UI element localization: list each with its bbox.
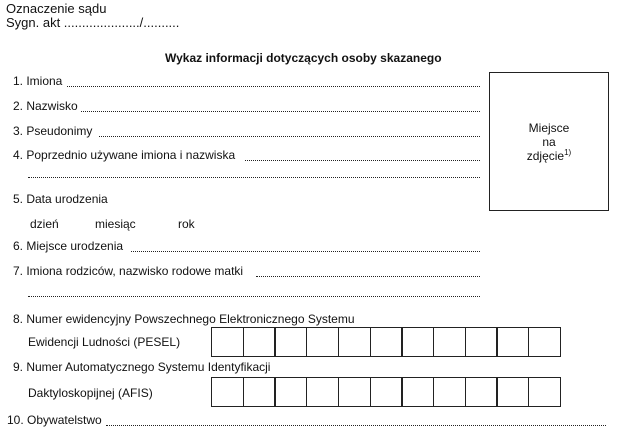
afis-digit-box[interactable] (401, 377, 434, 407)
photo-placeholder-text: Miejsce na zdjęcie$^{1)}$ (526, 121, 572, 163)
pesel-digit-box[interactable] (274, 327, 307, 357)
photo-footnote: 1) (564, 148, 572, 157)
case-number: Sygn. akt ...................../.......... (6, 15, 180, 30)
afis-digit-box[interactable] (306, 377, 339, 407)
form-title: Wykaz informacji dotyczących osoby skazanego (165, 51, 442, 65)
pesel-digit-box[interactable] (465, 327, 498, 357)
birth-year-label: rok (178, 217, 195, 231)
afis-digit-box[interactable] (433, 377, 466, 407)
pesel-digit-box[interactable] (496, 327, 529, 357)
first-names-line[interactable] (67, 86, 480, 87)
field-surname-label: 2. Nazwisko (13, 99, 78, 113)
afis-digit-box[interactable] (465, 377, 498, 407)
birth-month-label: miesiąc (95, 217, 136, 231)
birth-place-line[interactable] (131, 251, 480, 252)
field-pesel-label: 8. Numer ewidencyjny Powszechnego Elektronicznego Systemu (13, 312, 355, 326)
pesel-digit-box[interactable] (370, 327, 403, 357)
afis-digit-box[interactable] (370, 377, 403, 407)
afis-digit-box[interactable] (528, 377, 561, 407)
pesel-digit-box[interactable] (211, 327, 244, 357)
field-pesel-label-2: Ewidencji Ludności (PESEL) (28, 335, 181, 349)
pesel-digit-box[interactable] (528, 327, 561, 357)
pesel-digit-box[interactable] (401, 327, 434, 357)
field-afis-label: 9. Numer Automatycznego Systemu Identyfikacji (13, 360, 271, 374)
afis-digit-box[interactable] (338, 377, 371, 407)
field-birth-date-label: 5. Data urodzenia (13, 192, 108, 206)
field-birth-place-label: 6. Miejsce urodzenia (13, 239, 124, 253)
pesel-digit-box[interactable] (243, 327, 276, 357)
pesel-digit-box[interactable] (306, 327, 339, 357)
field-parents-names-label: 7. Imiona rodziców, nazwisko rodowe matki (13, 264, 244, 278)
birth-day-label: dzień (30, 217, 59, 231)
field-first-names-label: 1. Imiona (13, 74, 63, 88)
field-citizenship-label: 10. Obywatelstwo (7, 413, 102, 427)
citizenship-line[interactable] (106, 425, 606, 426)
pesel-digit-boxes (211, 327, 561, 357)
parents-names-line[interactable] (256, 276, 480, 277)
pesel-digit-box[interactable] (433, 327, 466, 357)
field-afis-label-2: Daktyloskopijnej (AFIS) (28, 386, 153, 400)
afis-digit-boxes (211, 377, 561, 407)
photo-box (489, 72, 609, 211)
pseudonyms-line[interactable] (99, 136, 480, 137)
afis-digit-box[interactable] (211, 377, 244, 407)
afis-digit-box[interactable] (274, 377, 307, 407)
parents-names-line-2[interactable] (28, 296, 480, 297)
field-pseudonyms-label: 3. Pseudonimy (13, 124, 93, 138)
afis-digit-box[interactable] (496, 377, 529, 407)
previous-names-line[interactable] (245, 160, 480, 161)
pesel-digit-box[interactable] (338, 327, 371, 357)
previous-names-line-2[interactable] (28, 177, 480, 178)
field-previous-names-label: 4. Poprzednio używane imiona i nazwiska (13, 148, 236, 162)
surname-line[interactable] (81, 111, 480, 112)
afis-digit-box[interactable] (243, 377, 276, 407)
court-label: Oznaczenie sądu (6, 1, 107, 16)
